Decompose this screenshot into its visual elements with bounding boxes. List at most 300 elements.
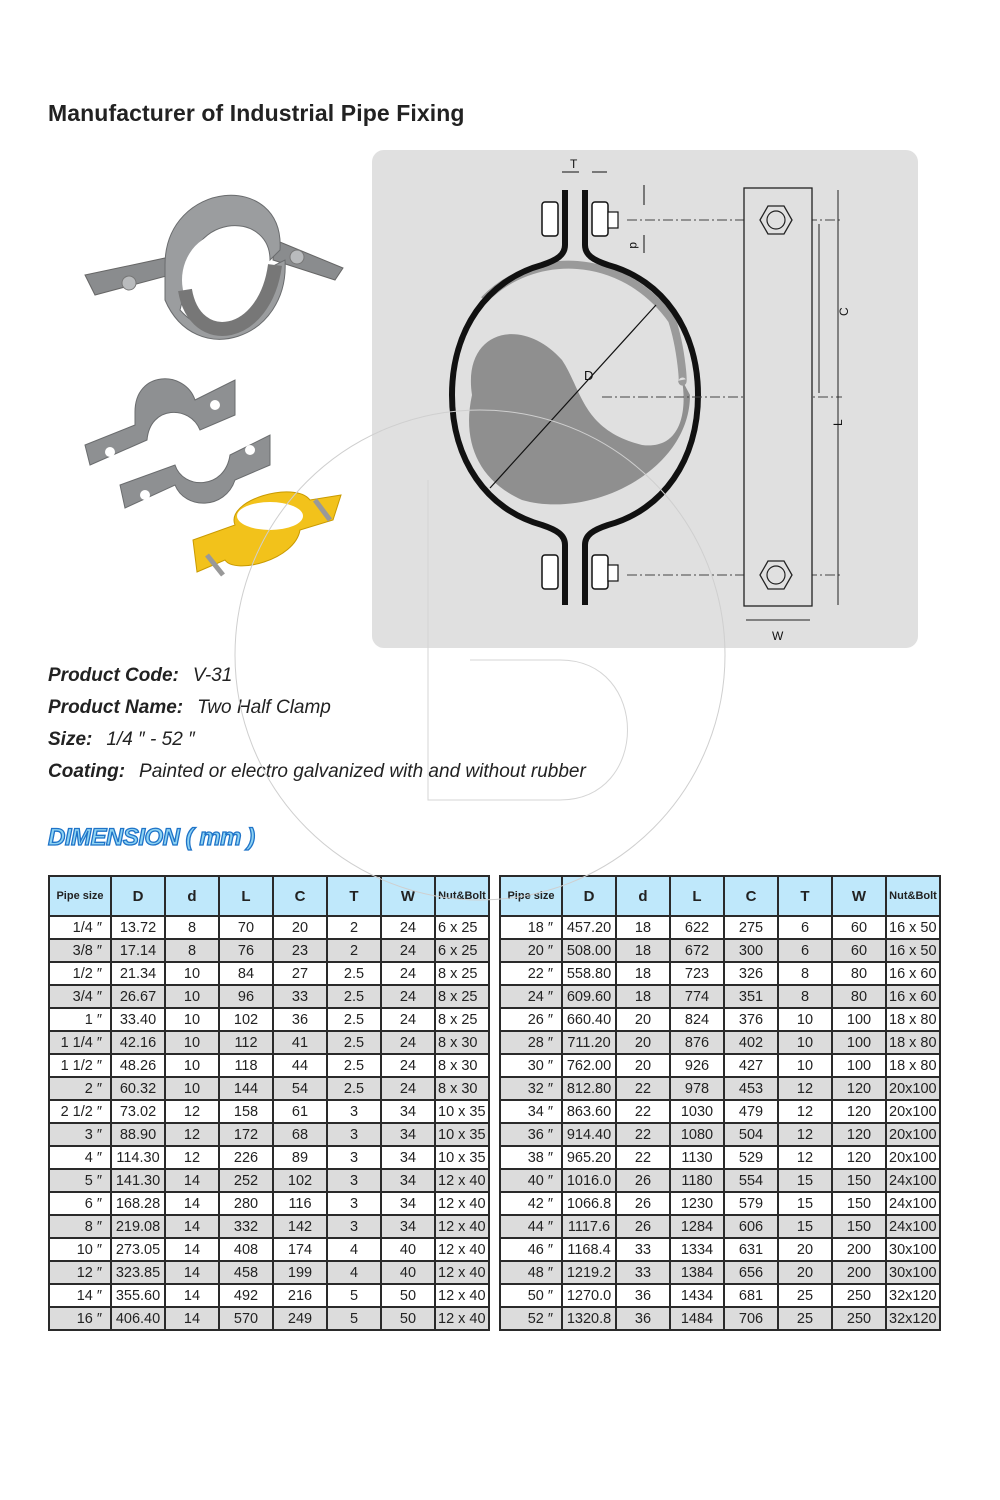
table-cell: 27 [273,962,327,985]
table-cell: 681 [724,1284,778,1307]
table-cell: 14 [165,1238,219,1261]
column-header: D [111,876,165,916]
table-row [49,1307,489,1330]
table-row [500,939,940,962]
table-cell: 150 [832,1169,886,1192]
column-header: W [381,876,435,916]
table-cell: 60 [832,939,886,962]
photo-yellow-clamp [193,492,341,575]
table-cell: 76 [219,939,273,962]
table-cell: 579 [724,1192,778,1215]
table-cell: 10 x 35 [435,1123,489,1146]
table-cell: 100 [832,1008,886,1031]
table-cell: 61 [273,1100,327,1123]
table-row [49,1031,489,1054]
table-cell: 158 [219,1100,273,1123]
table-cell: 2 1/2 ″ [49,1100,111,1123]
table-cell: 24 [381,939,435,962]
table-cell: 8 x 25 [435,962,489,985]
table-cell: 14 [165,1192,219,1215]
table-cell: 15 [778,1169,832,1192]
table-cell: 33 [616,1261,670,1284]
table-cell: 36 [616,1307,670,1330]
table-cell: 1230 [670,1192,724,1215]
label-T: T [570,157,578,171]
table-cell: 3 [327,1123,381,1146]
size-value: 1/4 ″ - 52 ″ [106,729,195,750]
table-cell: 762.00 [562,1054,616,1077]
table-cell: 8 x 25 [435,985,489,1008]
table-cell: 70 [219,916,273,939]
table-cell: 14 [165,1215,219,1238]
column-header: Nut&Bolt [435,876,489,916]
product-code-value: V-31 [192,665,233,686]
table-cell: 36 [616,1284,670,1307]
table-cell: 48.26 [111,1054,165,1077]
table-cell: 26 [616,1215,670,1238]
label-W: W [772,629,784,643]
coating-value: Painted or electro galvanized with and without rubber [139,761,586,782]
table-cell: 44 ″ [500,1215,562,1238]
table-cell: 12 [165,1123,219,1146]
table-cell: 12 ″ [49,1261,111,1284]
table-cell: 100 [832,1054,886,1077]
table-cell: 17.14 [111,939,165,962]
table-cell: 34 [381,1192,435,1215]
table-cell: 6 [778,939,832,962]
table-cell: 10 x 35 [435,1146,489,1169]
table-cell: 978 [670,1077,724,1100]
table-row [500,985,940,1008]
table-cell: 504 [724,1123,778,1146]
table-cell: 30x100 [886,1238,940,1261]
table-cell: 50 [381,1307,435,1330]
table-cell: 570 [219,1307,273,1330]
table-cell: 16 x 50 [886,916,940,939]
table-cell: 1080 [670,1123,724,1146]
table-cell: 8 [165,916,219,939]
product-photos [75,180,355,580]
table-cell: 20 [616,1008,670,1031]
table-cell: 14 [165,1307,219,1330]
table-row [500,1192,940,1215]
table-cell: 914.40 [562,1123,616,1146]
table-cell: 12 x 40 [435,1169,489,1192]
table-cell: 88.90 [111,1123,165,1146]
table-cell: 150 [832,1192,886,1215]
table-cell: 120 [832,1100,886,1123]
table-cell: 80 [832,985,886,1008]
table-cell: 8 x 25 [435,1008,489,1031]
table-cell: 200 [832,1261,886,1284]
table-cell: 5 [327,1284,381,1307]
table-cell: 1434 [670,1284,724,1307]
table-cell: 3 [327,1169,381,1192]
table-cell: 1270.0 [562,1284,616,1307]
table-cell: 22 [616,1100,670,1123]
table-cell: 26 [616,1169,670,1192]
table-cell: 2.5 [327,962,381,985]
table-cell: 40 ″ [500,1169,562,1192]
table-cell: 8 ″ [49,1215,111,1238]
table-row [500,1008,940,1031]
table-cell: 250 [832,1307,886,1330]
table-cell: 457.20 [562,916,616,939]
table-row [49,962,489,985]
table-cell: 20 [616,1031,670,1054]
label-D: D [584,368,594,383]
table-cell: 1117.6 [562,1215,616,1238]
table-cell: 249 [273,1307,327,1330]
table-cell: 34 ″ [500,1100,562,1123]
table-cell: 606 [724,1215,778,1238]
table-cell: 34 [381,1100,435,1123]
table-cell: 141.30 [111,1169,165,1192]
table-cell: 332 [219,1215,273,1238]
table-cell: 3/4 ″ [49,985,111,1008]
table-cell: 60 [832,916,886,939]
product-info [48,660,586,788]
table-cell: 174 [273,1238,327,1261]
table-row [49,1146,489,1169]
table-cell: 351 [724,985,778,1008]
table-cell: 1 1/4 ″ [49,1031,111,1054]
table-row [500,1100,940,1123]
table-cell: 12 [778,1077,832,1100]
table-cell: 30x100 [886,1261,940,1284]
table-cell: 622 [670,916,724,939]
table-cell: 609.60 [562,985,616,1008]
table-cell: 706 [724,1307,778,1330]
table-cell: 12 x 40 [435,1307,489,1330]
table-cell: 24 [381,962,435,985]
table-row [49,1215,489,1238]
table-cell: 3 [327,1100,381,1123]
table-cell: 3 ″ [49,1123,111,1146]
table-row [500,1169,940,1192]
table-cell: 2.5 [327,985,381,1008]
table-cell: 18 ″ [500,916,562,939]
table-cell: 2.5 [327,1077,381,1100]
table-cell: 44 [273,1054,327,1077]
table-cell: 10 [165,1077,219,1100]
table-cell: 14 [165,1169,219,1192]
table-cell: 1130 [670,1146,724,1169]
table-cell: 14 [165,1284,219,1307]
table-cell: 2 ″ [49,1077,111,1100]
table-cell: 2.5 [327,1031,381,1054]
table-row [49,1054,489,1077]
table-cell: 30 ″ [500,1054,562,1077]
table-row [500,1284,940,1307]
table-cell: 120 [832,1123,886,1146]
table-cell: 2 [327,916,381,939]
table-cell: 73.02 [111,1100,165,1123]
table-cell: 46 ″ [500,1238,562,1261]
table-cell: 168.28 [111,1192,165,1215]
table-cell: 216 [273,1284,327,1307]
table-cell: 8 [165,939,219,962]
table-cell: 1066.8 [562,1192,616,1215]
product-code-row [48,660,586,692]
table-cell: 40 [381,1238,435,1261]
table-cell: 20x100 [886,1100,940,1123]
table-cell: 453 [724,1077,778,1100]
table-cell: 2.5 [327,1008,381,1031]
table-cell: 402 [724,1031,778,1054]
table-cell: 22 [616,1146,670,1169]
table-cell: 8 x 30 [435,1054,489,1077]
column-header: d [616,876,670,916]
column-header: L [670,876,724,916]
table-cell: 876 [670,1031,724,1054]
coating-row [48,756,586,788]
table-cell: 226 [219,1146,273,1169]
table-row [500,1238,940,1261]
table-cell: 1384 [670,1261,724,1284]
table-cell: 10 [165,1031,219,1054]
table-cell: 21.34 [111,962,165,985]
table-cell: 118 [219,1054,273,1077]
table-cell: 32x120 [886,1307,940,1330]
table-cell: 219.08 [111,1215,165,1238]
table-cell: 10 x 35 [435,1100,489,1123]
table-cell: 144 [219,1077,273,1100]
table-cell: 60.32 [111,1077,165,1100]
table-cell: 38 ″ [500,1146,562,1169]
table-row [500,1307,940,1330]
table-cell: 12 [778,1100,832,1123]
table-cell: 812.80 [562,1077,616,1100]
table-cell: 273.05 [111,1238,165,1261]
table-cell: 116 [273,1192,327,1215]
table-cell: 323.85 [111,1261,165,1284]
table-cell: 631 [724,1238,778,1261]
table-cell: 3 [327,1146,381,1169]
table-cell: 24 ″ [500,985,562,1008]
table-cell: 508.00 [562,939,616,962]
table-cell: 14 [165,1261,219,1284]
table-cell: 8 [778,985,832,1008]
table-cell: 12 [778,1123,832,1146]
dimension-title: DIMENSION ( mm ) [48,824,255,851]
table-cell: 6 ″ [49,1192,111,1215]
table-cell: 12 x 40 [435,1238,489,1261]
label-L: L [831,419,845,426]
table-cell: 20 [778,1261,832,1284]
table-cell: 18 x 80 [886,1008,940,1031]
table-cell: 3 [327,1192,381,1215]
table-cell: 16 x 60 [886,985,940,1008]
table-cell: 24 [381,916,435,939]
photo-clamp-parts [85,379,270,508]
table-cell: 1320.8 [562,1307,616,1330]
table-cell: 41 [273,1031,327,1054]
size-label: Size: [48,729,93,750]
table-cell: 18 x 80 [886,1031,940,1054]
table-cell: 252 [219,1169,273,1192]
column-header: C [273,876,327,916]
technical-drawing [372,150,918,648]
table-cell: 4 [327,1261,381,1284]
table-cell: 80 [832,962,886,985]
label-d: d [627,242,641,249]
table-cell: 13.72 [111,916,165,939]
table-cell: 24 [381,985,435,1008]
table-cell: 24 [381,1031,435,1054]
table-cell: 50 [381,1284,435,1307]
table-row [500,962,940,985]
table-cell: 36 ″ [500,1123,562,1146]
table-cell: 326 [724,962,778,985]
table-cell: 18 [616,985,670,1008]
table-row [49,939,489,962]
table-cell: 25 [778,1284,832,1307]
table-cell: 24 [381,1054,435,1077]
table-cell: 26 [616,1192,670,1215]
table-row [500,1054,940,1077]
table-cell: 1168.4 [562,1238,616,1261]
table-cell: 1180 [670,1169,724,1192]
table-cell: 102 [273,1169,327,1192]
table-cell: 10 [778,1008,832,1031]
table-cell: 20 [778,1238,832,1261]
table-cell: 33 [616,1238,670,1261]
table-header-row [49,876,489,916]
table-cell: 660.40 [562,1008,616,1031]
column-header: T [778,876,832,916]
table-cell: 355.60 [111,1284,165,1307]
product-name-row [48,692,586,724]
table-cell: 34 [381,1215,435,1238]
table-row [49,1123,489,1146]
table-row [49,985,489,1008]
table-cell: 199 [273,1261,327,1284]
dimension-table-right [499,875,941,1331]
table-cell: 100 [832,1031,886,1054]
table-cell: 22 [616,1123,670,1146]
table-cell: 863.60 [562,1100,616,1123]
table-cell: 20 [616,1054,670,1077]
table-cell: 23 [273,939,327,962]
table-cell: 54 [273,1077,327,1100]
table-row [49,1192,489,1215]
table-cell: 26 ″ [500,1008,562,1031]
table-cell: 20x100 [886,1123,940,1146]
table-cell: 8 x 30 [435,1031,489,1054]
table-cell: 12 [165,1146,219,1169]
table-cell: 4 ″ [49,1146,111,1169]
table-cell: 150 [832,1215,886,1238]
table-cell: 20x100 [886,1077,940,1100]
table-cell: 656 [724,1261,778,1284]
table-row [500,916,940,939]
column-header: L [219,876,273,916]
table-row [49,1169,489,1192]
table-cell: 24x100 [886,1215,940,1238]
table-cell: 18 [616,916,670,939]
table-cell: 1/2 ″ [49,962,111,985]
table-cell: 672 [670,939,724,962]
table-cell: 16 x 60 [886,962,940,985]
table-cell: 32x120 [886,1284,940,1307]
table-row [500,1031,940,1054]
table-cell: 965.20 [562,1146,616,1169]
table-cell: 5 ″ [49,1169,111,1192]
table-cell: 1484 [670,1307,724,1330]
label-C: C [837,307,851,316]
table-cell: 12 x 40 [435,1215,489,1238]
table-cell: 28 ″ [500,1031,562,1054]
table-cell: 8 x 30 [435,1077,489,1100]
table-cell: 22 ″ [500,962,562,985]
table-cell: 22 [616,1077,670,1100]
table-cell: 458 [219,1261,273,1284]
table-cell: 114.30 [111,1146,165,1169]
table-cell: 12 [778,1146,832,1169]
table-cell: 10 ″ [49,1238,111,1261]
table-cell: 774 [670,985,724,1008]
table-cell: 300 [724,939,778,962]
table-cell: 18 [616,939,670,962]
table-cell: 926 [670,1054,724,1077]
table-cell: 120 [832,1077,886,1100]
table-cell: 34 [381,1123,435,1146]
table-cell: 3 [327,1215,381,1238]
table-cell: 492 [219,1284,273,1307]
table-cell: 24x100 [886,1169,940,1192]
table-cell: 723 [670,962,724,985]
table-row [49,916,489,939]
table-cell: 142 [273,1215,327,1238]
table-cell: 10 [165,1054,219,1077]
table-cell: 1334 [670,1238,724,1261]
table-cell: 5 [327,1307,381,1330]
table-row [500,1215,940,1238]
table-cell: 102 [219,1008,273,1031]
table-cell: 10 [778,1054,832,1077]
product-name-value: Two Half Clamp [197,697,331,718]
table-cell: 12 x 40 [435,1192,489,1215]
table-cell: 18 x 80 [886,1054,940,1077]
table-cell: 10 [165,1008,219,1031]
table-row [49,1284,489,1307]
table-cell: 26.67 [111,985,165,1008]
table-cell: 14 ″ [49,1284,111,1307]
table-cell: 1/4 ″ [49,916,111,939]
table-cell: 4 [327,1238,381,1261]
table-cell: 18 [616,962,670,985]
table-row [500,1077,940,1100]
table-cell: 24 [381,1077,435,1100]
table-cell: 68 [273,1123,327,1146]
page-title: Manufacturer of Industrial Pipe Fixing [48,100,465,126]
table-cell: 6 x 25 [435,939,489,962]
table-cell: 10 [778,1031,832,1054]
table-cell: 250 [832,1284,886,1307]
column-header: Pipe size [500,876,562,916]
table-cell: 84 [219,962,273,985]
table-cell: 1284 [670,1215,724,1238]
table-cell: 1016.0 [562,1169,616,1192]
table-cell: 33.40 [111,1008,165,1031]
table-cell: 1219.2 [562,1261,616,1284]
table-cell: 200 [832,1238,886,1261]
table-cell: 20 ″ [500,939,562,962]
table-cell: 172 [219,1123,273,1146]
dimension-table-left [48,875,490,1331]
column-header: Nut&Bolt [886,876,940,916]
